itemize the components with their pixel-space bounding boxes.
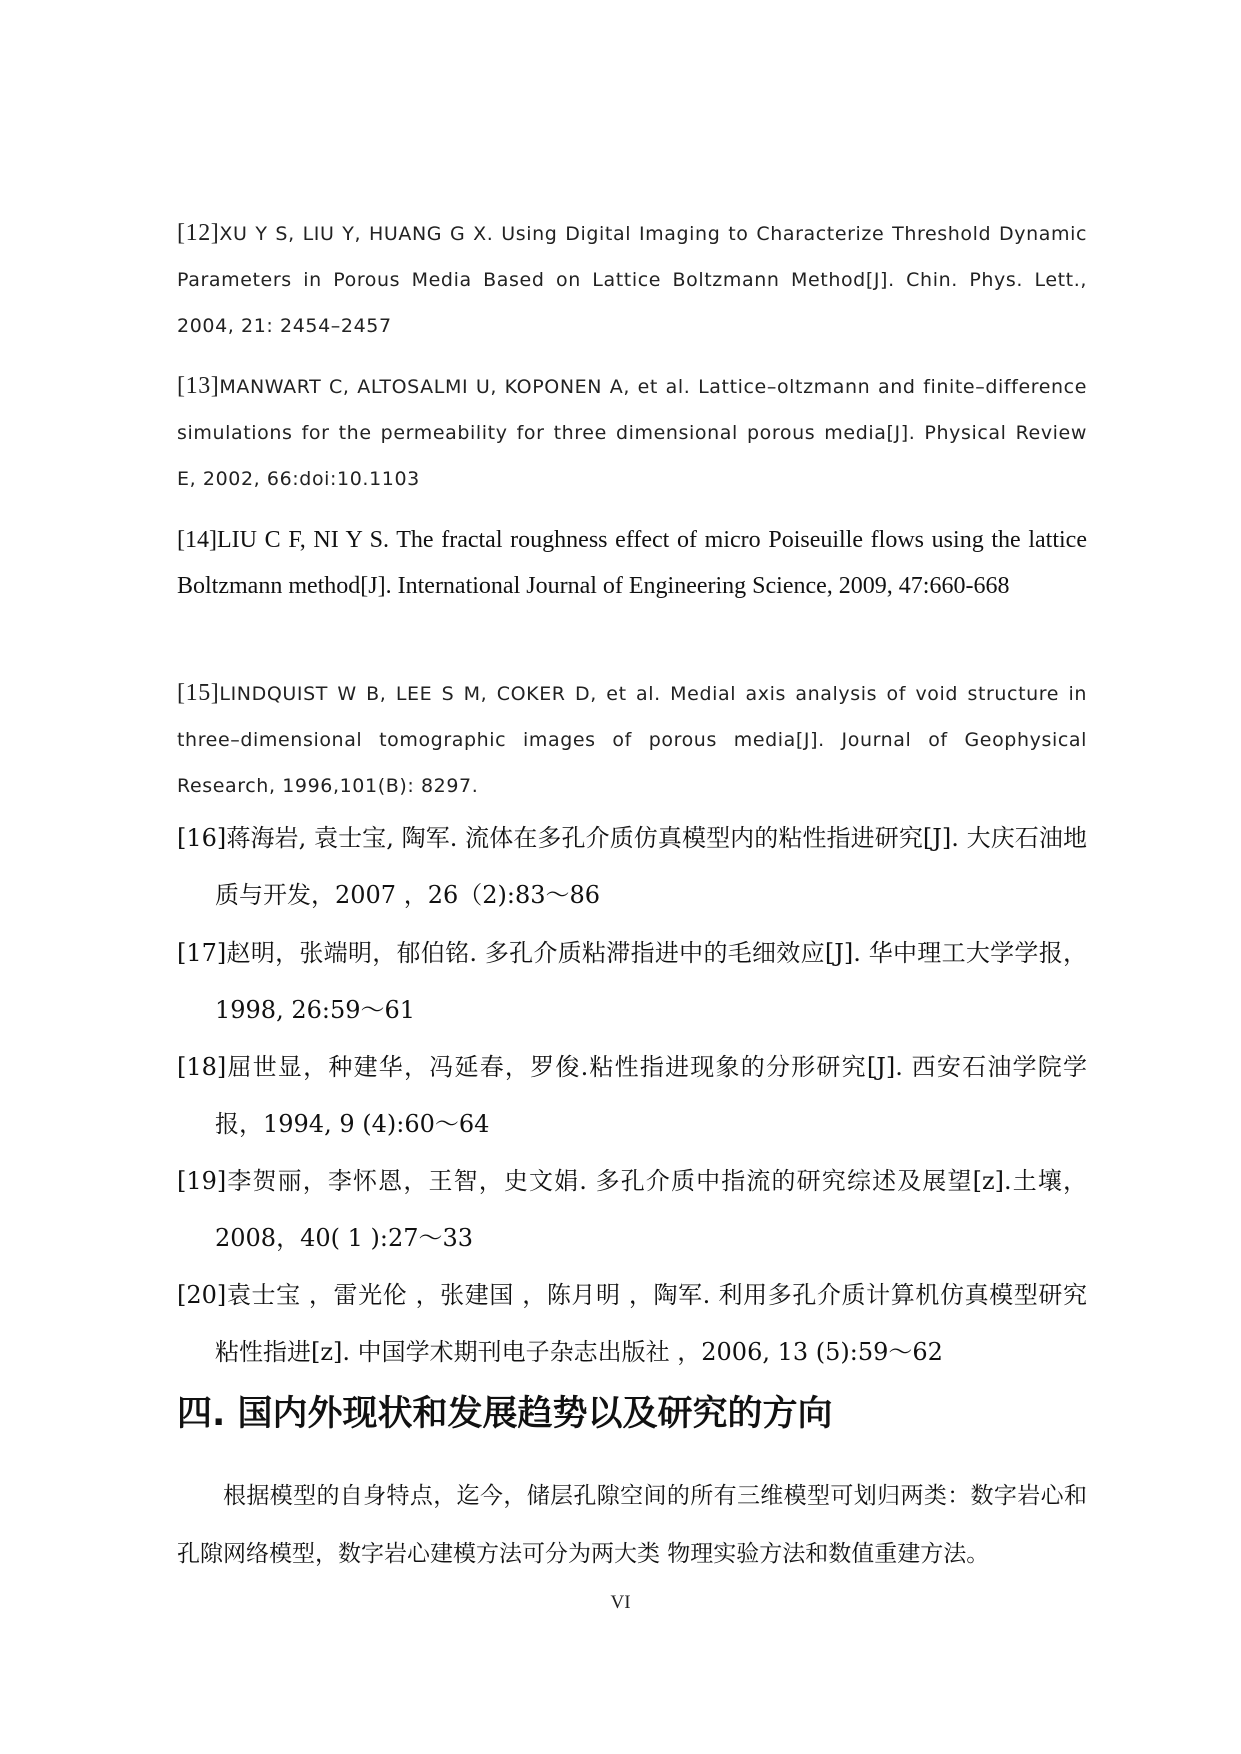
- reference-18: [177, 1039, 1087, 1153]
- reference-14: [177, 517, 1087, 609]
- reference-number: [12]: [177, 220, 220, 246]
- reference-13: [177, 363, 1087, 502]
- reference-number: [13]: [177, 373, 220, 399]
- reference-text: 屈世显，种建华，冯延春，罗俊.粘性指进现象的分形研究[J]. 西安石油学院学报，1994, 9 (4):60～64: [215, 1053, 1087, 1138]
- reference-17: [177, 925, 1087, 1039]
- reference-text: 袁士宝 ，雷光伦 ，张建国 ，陈月明 ，陶军. 利用多孔介质计算机仿真模型研究粘性指进[z]. 中国学术期刊电子杂志出版社 ，2006, 13 (5):59～62: [215, 1281, 1087, 1366]
- reference-20: [177, 1267, 1087, 1381]
- section-paragraph: 根据模型的自身特点，迄今，储层孔隙空间的所有三维模型可划归两类：数字岩心和孔隙网络模型，数字岩心建模方法可分为两大类 物理实验方法和数值重建方法。: [177, 1483, 1087, 1567]
- reference-number: [19]: [177, 1167, 227, 1195]
- reference-12: [177, 210, 1087, 349]
- reference-16: [177, 810, 1087, 924]
- reference-number: [15]: [177, 680, 220, 706]
- reference-15: [177, 670, 1087, 809]
- reference-number: [17]: [177, 939, 227, 967]
- reference-19: [177, 1153, 1087, 1267]
- page-number: VI: [610, 1592, 631, 1613]
- reference-number: [18]: [177, 1053, 227, 1081]
- section-heading: 四. 国内外现状和发展趋势以及研究的方向: [177, 1394, 833, 1434]
- reference-text: 李贺丽，李怀恩，王智，史文娟. 多孔介质中指流的研究综述及展望[z].土壤，2008，40( 1 ):27～33: [215, 1167, 1087, 1252]
- reference-text: MANWART C, ALTOSALMI U, KOPONEN A, et al. Lattice–oltzmann and finite–difference simulations for the permeability for three dimensional porous media[J]. Physical Review E, 2002, 66:doi:10.1103: [177, 376, 1087, 490]
- reference-text: LIU C F, NI Y S. The fractal roughness effect of micro Poiseuille flows using the lattice Boltzmann method[J]. International Journal of Engineering Science, 2009, 47:660-668: [177, 527, 1087, 599]
- reference-text: 赵明，张端明，郁伯铭. 多孔介质粘滞指进中的毛细效应[J]. 华中理工大学学报，1998, 26:59～61: [215, 939, 1087, 1024]
- reference-number: [14]: [177, 527, 217, 553]
- reference-text: XU Y S, LIU Y, HUANG G X. Using Digital Imaging to Characterize Threshold Dynamic Parameters in Porous Media Based on Lattice Boltzmann Method[J]. Chin. Phys. Lett., 2004, 21: 2454–2457: [177, 223, 1087, 337]
- reference-number: [20]: [177, 1281, 227, 1309]
- reference-text: 蒋海岩, 袁士宝, 陶军. 流体在多孔介质仿真模型内的粘性指进研究[J]. 大庆石油地质与开发，2007 ，26（2):83～86: [215, 824, 1087, 909]
- reference-number: [16]: [177, 824, 227, 852]
- reference-text: LINDQUIST W B, LEE S M, COKER D, et al. Medial axis analysis of void structure in three–dimensional tomographic images of porous media[J]. Journal of Geophysical Research, 1996,101(B): 8297.: [177, 683, 1087, 797]
